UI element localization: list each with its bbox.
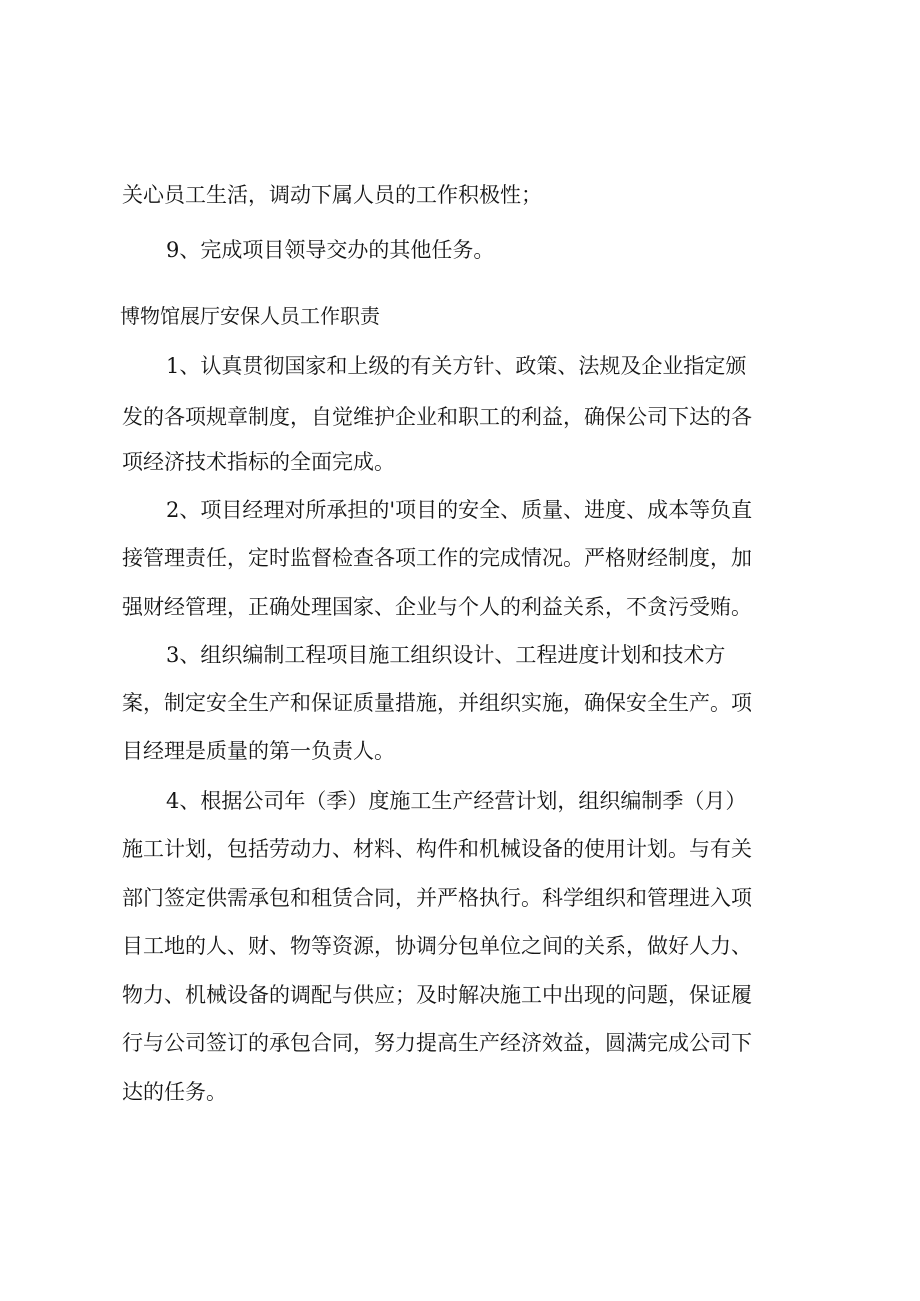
line-text: 目经理是质量的第一负责人。: [122, 739, 395, 763]
text-line: [0, 442, 920, 482]
text-line-item-3: [0, 635, 920, 675]
text-line: [0, 926, 920, 966]
line-text: 项经济技术指标的全面完成。: [122, 450, 395, 474]
line-text: 案，制定安全生产和保证质量措施，并组织实施，确保安全生产。项: [122, 691, 752, 715]
line-text: 强财经管理，正确处理国家、企业与个人的利益关系，不贪污受贿。: [122, 595, 752, 619]
text-line: [0, 731, 920, 771]
line-text: 接管理责任，定时监督检查各项工作的完成情况。严格财经制度，加: [122, 546, 752, 570]
line-text: 部门签定供需承包和租赁合同，并严格执行。科学组织和管理进入项: [122, 886, 752, 910]
text-line: [0, 975, 920, 1015]
heading-text: 博物馆展厅安保人员工作职责: [120, 304, 380, 328]
line-text: 物力、机械设备的调配与供应；及时解决施工中出现的问题，保证履: [122, 983, 752, 1007]
text-line: [0, 1023, 920, 1063]
line-text: 达的任务。: [122, 1080, 227, 1104]
line-text: 发的各项规章制度，自觉维护企业和职工的利益，确保公司下达的各: [122, 405, 752, 429]
text-line-care-staff: [0, 175, 920, 215]
section-heading: [0, 296, 920, 336]
text-line-item-1: [0, 346, 920, 386]
line-text: 2、项目经理对所承担的'项目的安全、质量、进度、成本等负直: [166, 498, 753, 522]
line-text: 1、认真贯彻国家和上级的有关方针、政策、法规及企业指定颁: [166, 354, 747, 378]
text-line: [0, 683, 920, 723]
text-line: [0, 397, 920, 437]
text-line: [0, 538, 920, 578]
line-text: 行与公司签订的承包合同，努力提高生产经济效益，圆满完成公司下: [122, 1031, 752, 1055]
line-text: 施工计划，包括劳动力、材料、构件和机械设备的使用计划。与有关: [122, 837, 752, 861]
line-text: 3、组织编制工程项目施工组织设计、工程进度计划和技术方: [166, 643, 726, 667]
text-line: [0, 1072, 920, 1112]
line-text: 4、根据公司年（季）度施工生产经营计划，组织编制季（月）: [166, 789, 747, 813]
line-text: 关心员工生活，调动下属人员的工作积极性；: [122, 183, 542, 207]
line-text: 9、完成项目领导交办的其他任务。: [166, 238, 495, 262]
text-line: [0, 829, 920, 869]
text-line-item-4: [0, 781, 920, 821]
text-line-item-2: [0, 490, 920, 530]
text-line-item-9: [0, 230, 920, 270]
text-line: [0, 587, 920, 627]
line-text: 目工地的人、财、物等资源，协调分包单位之间的关系，做好人力、: [122, 934, 752, 958]
text-line: [0, 878, 920, 918]
